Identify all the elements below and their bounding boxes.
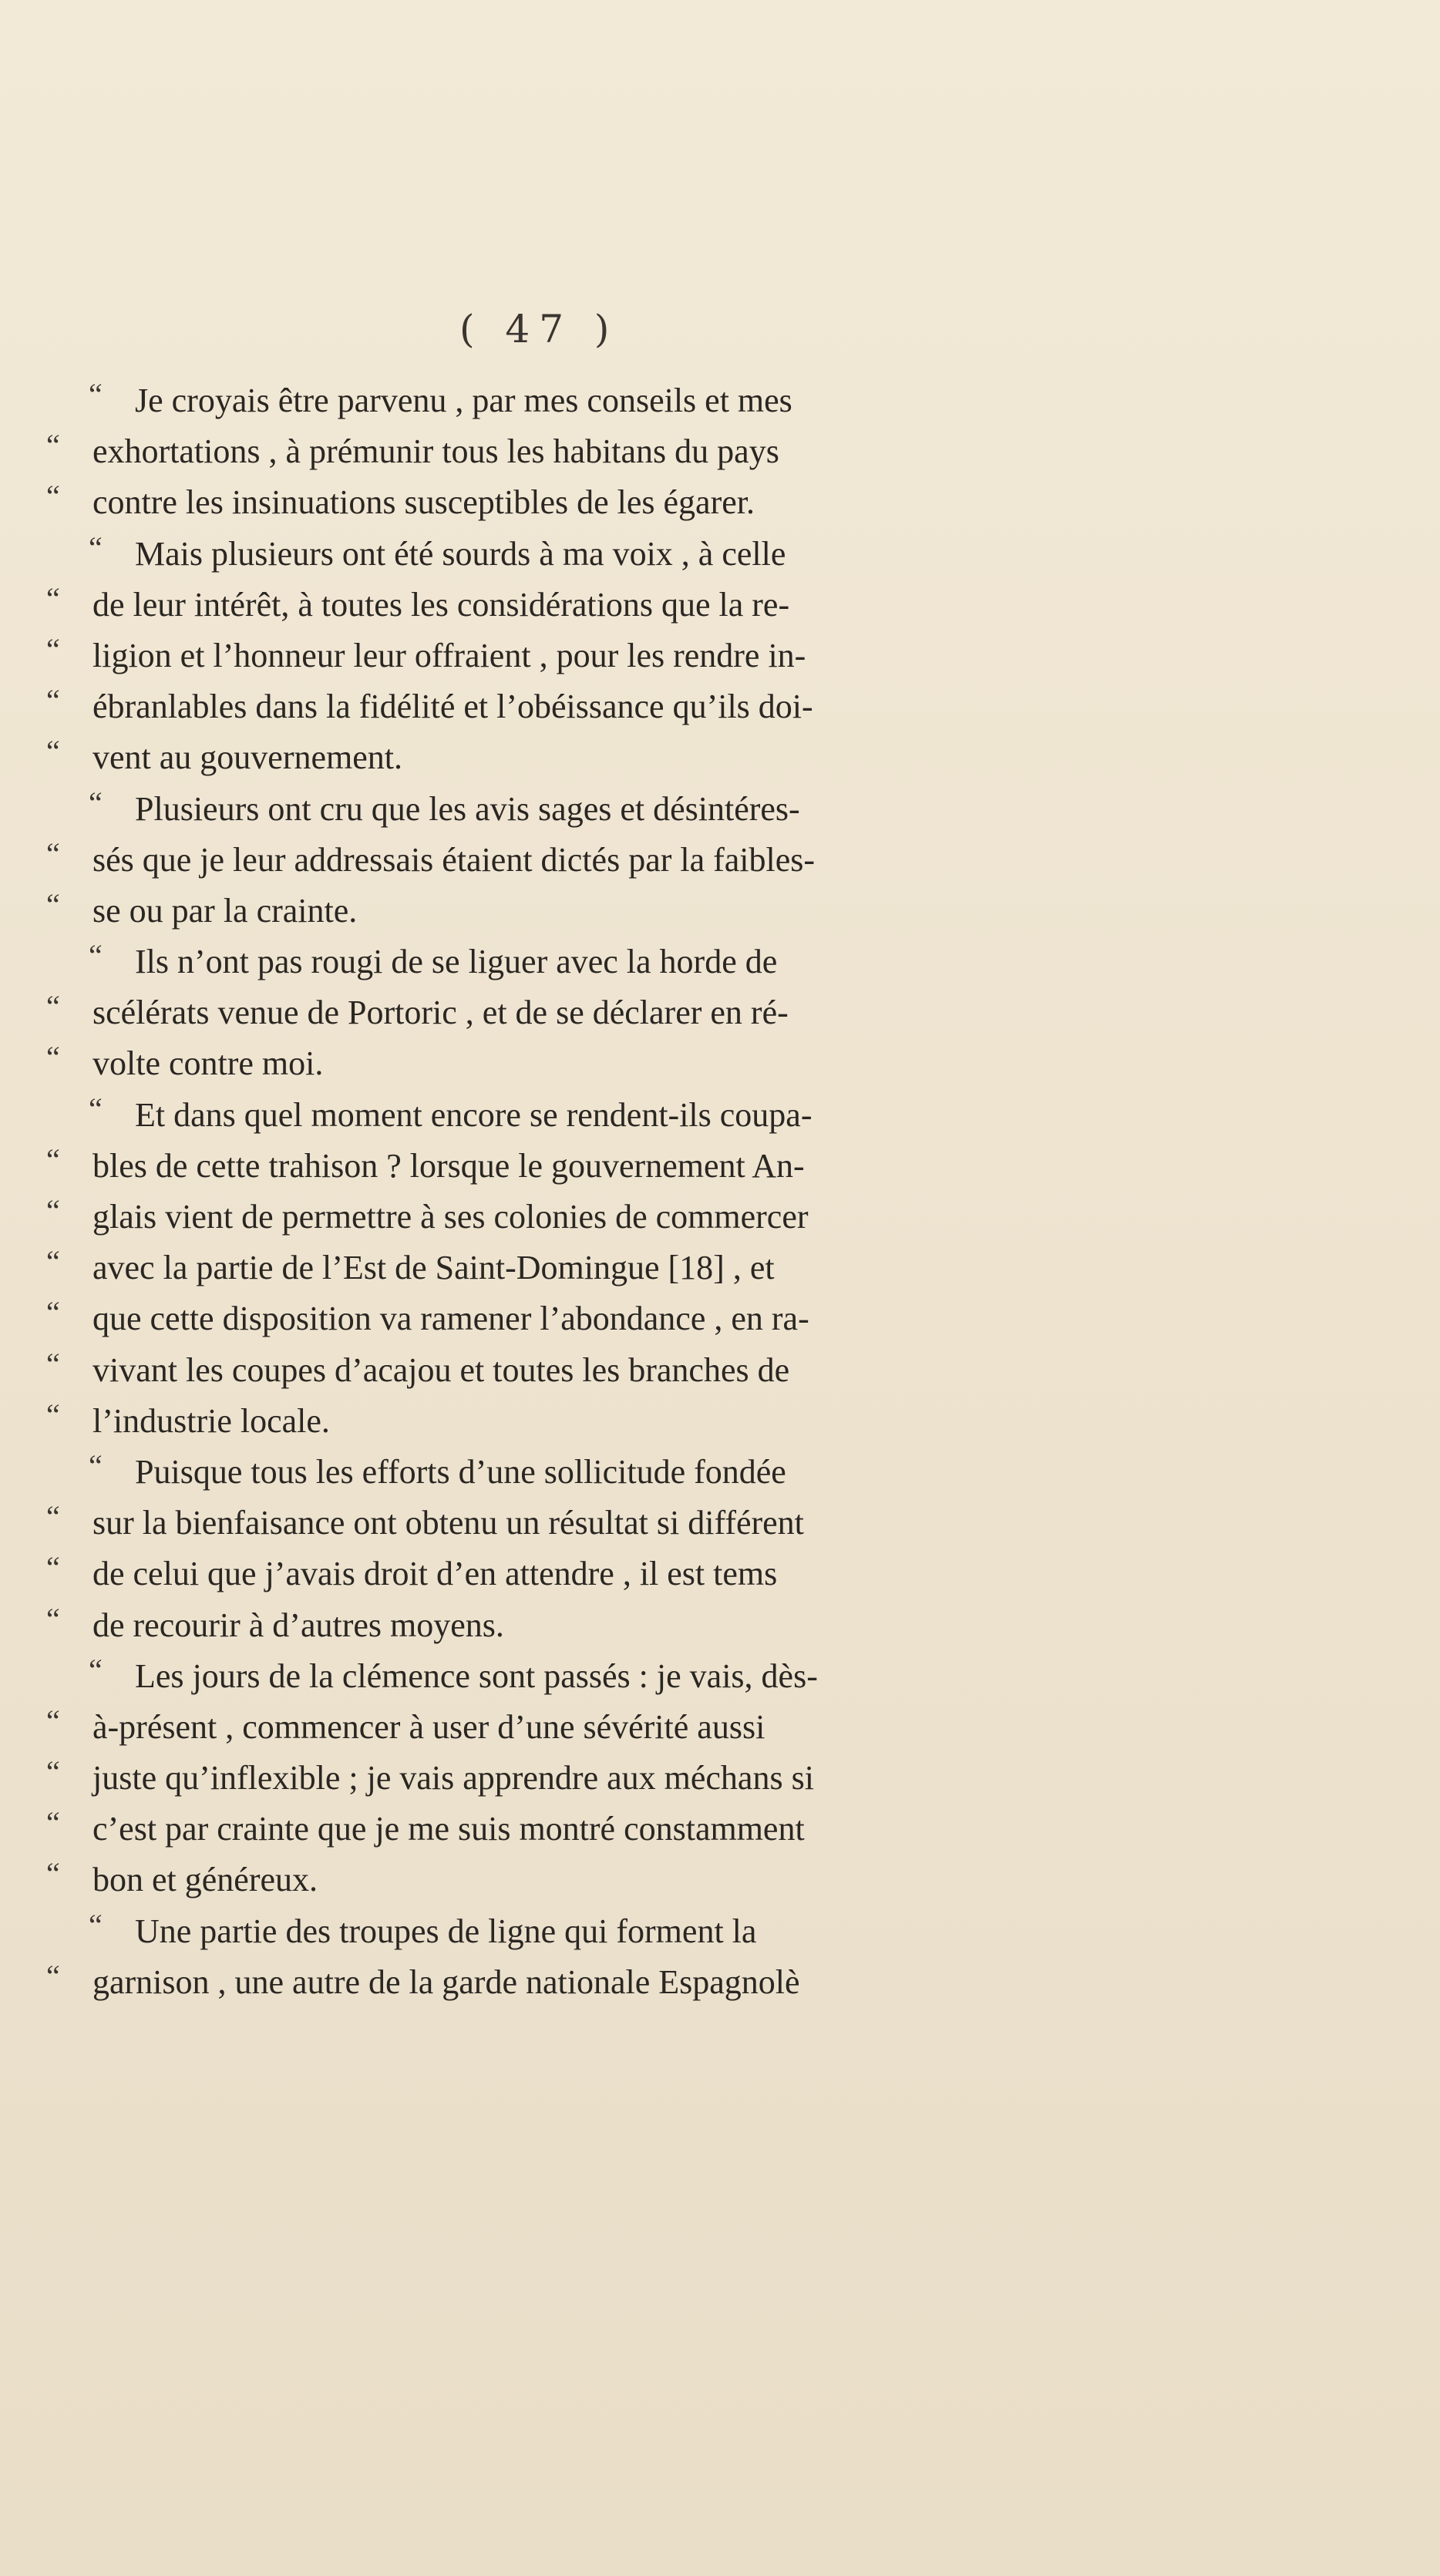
line-text: de celui que j’avais droit d’en attendre , il est tems [93,1555,778,1593]
line-text: ligion et l’honneur leur offraient , pour les rendre in- [93,636,806,674]
line-text: scélérats venue de Portoric , et de se déclarer en ré- [93,994,789,1032]
text-line [46,732,1079,783]
quote-mark: “ [89,530,103,565]
text-line [46,1345,1079,1396]
quote-mark: “ [46,1703,60,1738]
text-line [46,1702,1079,1753]
quote-mark: “ [46,631,60,667]
line-text: vivant les coupes d’acajou et toutes les branches de [93,1350,790,1389]
quote-mark: “ [46,580,60,616]
line-text: de leur intérêt, à toutes les considérations que la re- [93,585,790,624]
quote-mark: “ [46,479,60,514]
quote-mark: “ [46,1958,60,1993]
line-text: avec la partie de l’Est de Saint-Domingue [18] , et [93,1249,775,1287]
line-text: de recourir à d’autres moyens. [93,1606,504,1644]
body-text [46,375,1079,2008]
quote-mark: “ [46,683,60,718]
quote-mark: “ [46,1499,60,1535]
line-text: glais vient de permettre à ses colonies de commercer [93,1198,809,1236]
line-text: contre les insinuations susceptibles de les égarer. [93,483,755,522]
line-text: que cette disposition va ramener l’abondance , en ra- [93,1300,809,1338]
line-text: c’est par crainte que je me suis montré constamment [93,1810,805,1848]
line-text: Les jours de la clémence sont passés : je vais, dès- [135,1656,818,1695]
quote-mark: “ [46,1550,60,1586]
quote-mark: “ [89,785,103,820]
quote-mark: “ [89,938,103,974]
text-line [46,937,1079,987]
text-line [46,1651,1079,1702]
text-line [46,784,1079,835]
text-line [46,1906,1079,1957]
text-line [46,1855,1079,1905]
text-line [46,1090,1079,1141]
quote-mark: “ [46,1397,60,1432]
line-text: se ou par la crainte. [93,891,358,930]
text-line [46,1293,1079,1344]
text-line [46,1600,1079,1651]
line-text: bles de cette trahison ? lorsque le gouvernement An- [93,1146,805,1185]
quote-mark: “ [46,1244,60,1280]
quote-mark: “ [46,1142,60,1177]
text-line [46,835,1079,886]
line-text: Plusieurs ont cru que les avis sages et désintéres- [135,789,800,828]
text-line [46,477,1079,528]
text-line [46,681,1079,732]
line-text: Puisque tous les efforts d’une sollicitude fondée [135,1452,786,1491]
quote-mark: “ [89,1652,103,1687]
line-text: bon et généreux. [93,1861,318,1899]
line-text: Je croyais être parvenu , par mes conseils et mes [135,382,792,419]
line-text: Une partie des troupes de ligne qui forment la [135,1912,757,1950]
quote-mark: “ [46,428,60,463]
text-line [46,580,1079,631]
text-line [46,1038,1079,1089]
quote-mark: “ [89,377,103,412]
text-line [46,426,1079,477]
text-line [46,1396,1079,1447]
quote-mark: “ [46,1754,60,1790]
text-line [46,529,1079,580]
text-line [46,375,1079,426]
line-text: l’industrie locale. [93,1401,330,1440]
quote-mark: “ [46,836,60,871]
line-text: Et dans quel moment encore se rendent-ils coupa- [135,1095,813,1134]
text-line [46,1753,1079,1804]
line-text: exhortations , à prémunir tous les habitans du pays [93,432,779,471]
text-line [46,1447,1079,1498]
quote-mark: “ [46,989,60,1024]
line-text: sés que je leur addressais étaient dictés par la faibles- [93,840,816,879]
text-line [46,1804,1079,1855]
text-line [46,631,1079,681]
line-text: volte contre moi. [93,1044,324,1083]
page-number: ( 47 ) [459,307,619,351]
text-line [46,1243,1079,1293]
quote-mark: “ [46,1805,60,1841]
line-text: sur la bienfaisance ont obtenu un résultat si différent [93,1504,804,1542]
quote-mark: “ [46,886,60,922]
line-text: garnison , une autre de la garde nationale Espagnolè [93,1962,800,2001]
quote-mark: “ [46,1601,60,1636]
text-line [46,987,1079,1038]
quote-mark: “ [46,1040,60,1075]
line-text: Ils n’ont pas rougi de se liguer avec la horde de [135,943,778,981]
quote-mark: “ [89,1091,103,1126]
quote-mark: “ [46,734,60,769]
text-line [46,1957,1079,2008]
line-text: juste qu’inflexible ; je vais apprendre aux méchans si [93,1759,814,1797]
text-line [46,1192,1079,1243]
line-text: vent au gouvernement. [93,738,402,777]
quote-mark: “ [46,1295,60,1330]
line-text: à-présent , commencer à user d’une sévérité aussi [93,1707,765,1746]
line-text: Mais plusieurs ont été sourds à ma voix , à celle [135,534,786,573]
text-line [46,1141,1079,1192]
quote-mark: “ [46,1193,60,1228]
line-text: ébranlables dans la fidélité et l’obéissance qu’ils doi- [93,688,813,726]
text-line [46,1549,1079,1599]
quote-mark: “ [46,1346,60,1381]
quote-mark: “ [46,1856,60,1892]
text-line [46,886,1079,937]
text-line [46,1498,1079,1549]
quote-mark: “ [89,1907,103,1942]
quote-mark: “ [89,1448,103,1483]
